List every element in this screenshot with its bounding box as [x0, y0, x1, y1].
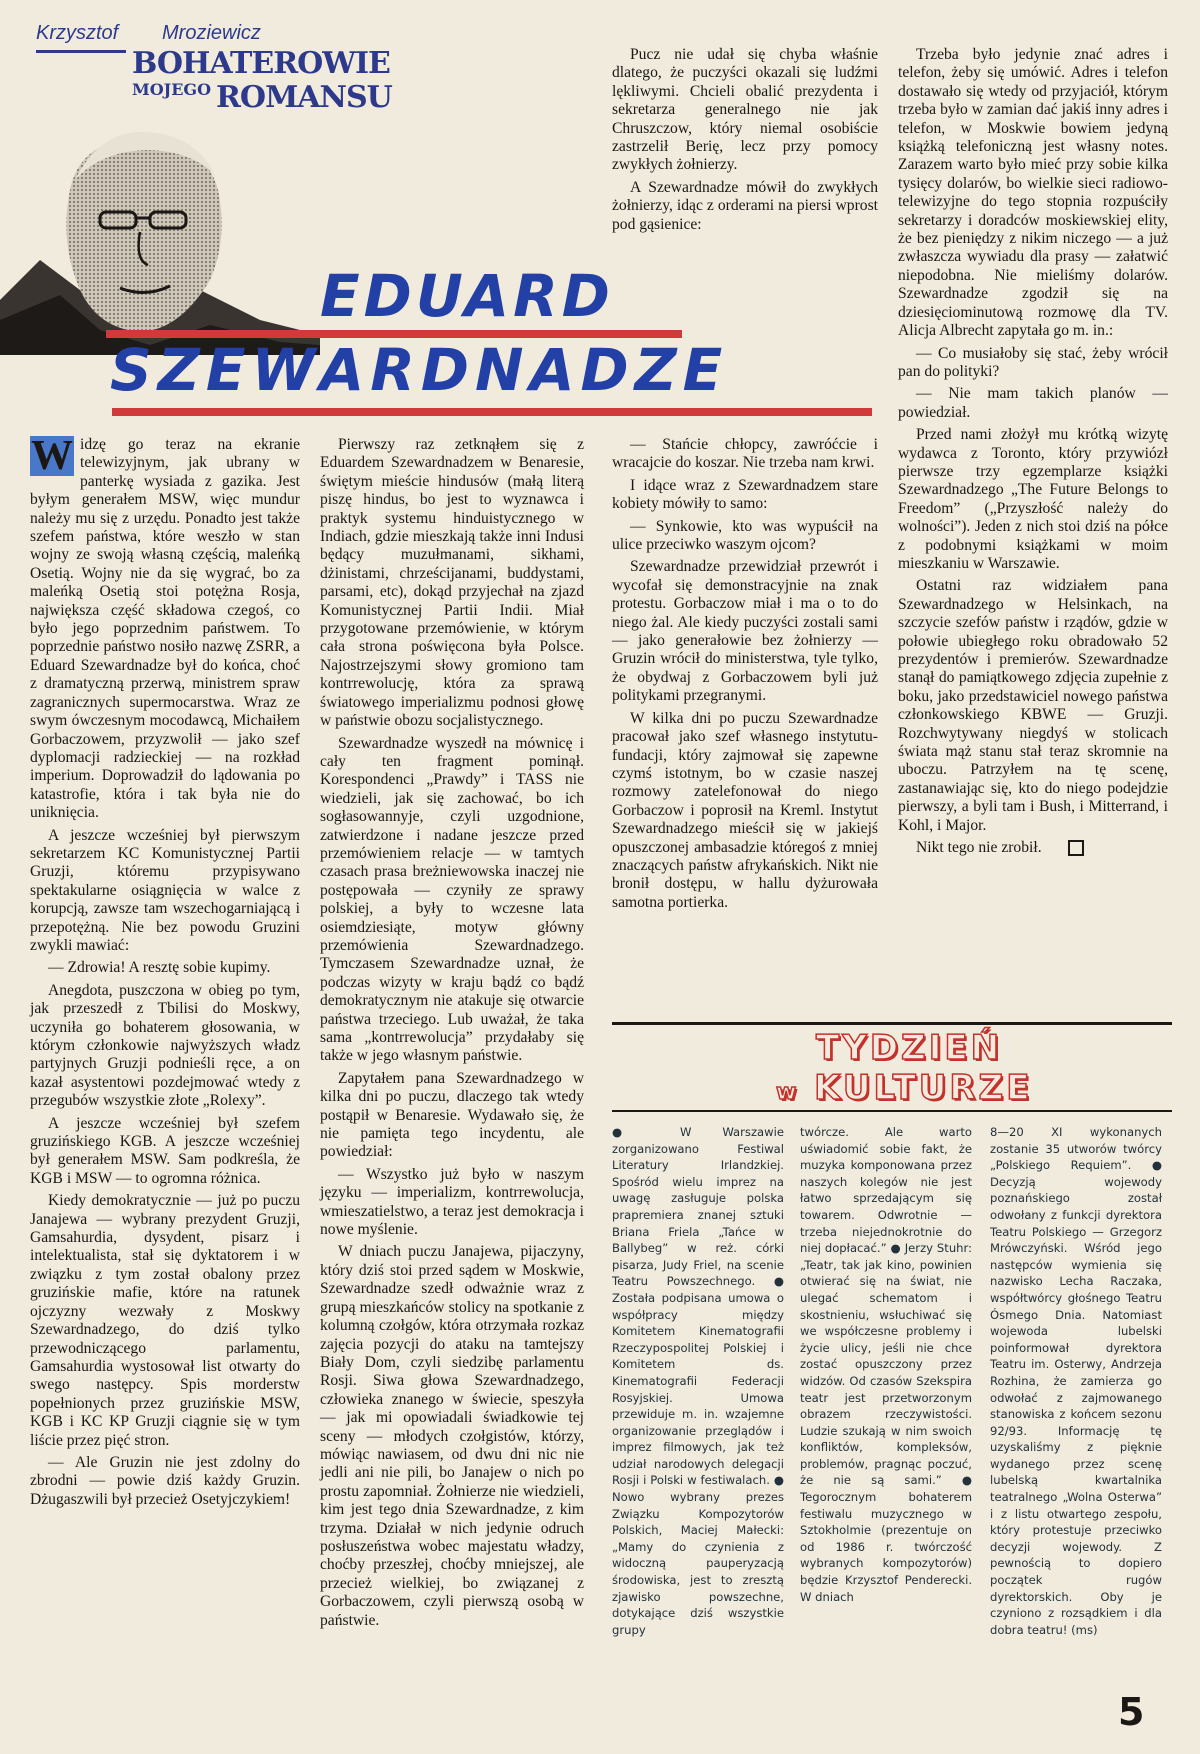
article-paragraph: W kilka dni po puczu Szewardnadze pracował jako szef własnego instytutu-fundacji, który zajmował się zapewne czymś istotnym, bo w czasie naszej rozmowy zatelefonował do niego Gorbaczow i poprosił na Kreml. Instytut Szewardnadzego mieścił się w jakiejś opuszczonej ambasadzie któregoś z mniej znaczących państw afrykańskich. Nikt nie bronił dostępu, w hallu dyżurowała samotna portierka. [612, 709, 878, 911]
article-paragraph: I idące wraz z Szewardnadzem stare kobiety mówiły to samo: [612, 476, 878, 513]
article-paragraph: Anegdota, puszczona w obieg po tym, jak przeszedł z Tbilisi do Moskwy, uczyniła go bohaterem głosowania, w którym członkowie najwyższych władz partyjnych Gruzji podnieśli ręce, a on kazał asystentowi pozdejmować wtedy z przegubów wszystkie złote „Rolexy”. [30, 981, 300, 1110]
article-paragraph: — Co musiałoby się stać, żeby wrócił pan do polityki? [898, 344, 1168, 380]
article-paragraph: — Wszystko już było w naszym języku — imperializm, kontrrewolucja, wmieszatielstwo, a teraz jest demokracja i nowe myślenie. [320, 1165, 584, 1239]
article-lead-paragraph [30, 433, 300, 823]
article-paragraph: — Nie mam takich planów — powiedział. [898, 385, 1168, 421]
page-number: 5 [1118, 1690, 1145, 1734]
article-paragraph: — Ale Gruzin nie jest zdolny do zbrodni — powie dziś każdy Gruzin. Dżugaszwili był przecież Osetyjczykiem! [30, 1453, 300, 1508]
drop-cap-letter: W [31, 433, 73, 479]
author-rule [36, 50, 126, 53]
kultura-top-rule [612, 1022, 1172, 1025]
kultura-column-3: 8—20 XI wykonanych zostanie 35 utworów twórcy „Polskiego Requiem”. ● Decyzją wojewody poznańskiego został odwołany z funkcji dyrektora Teatru Polskiego — Grzegorz Mrówczyński. Wśród jego następców wymienia się nazwisko Lecha Raczaka, współtwórcy głośnego Teatru Ósmego Dnia. Natomiast wojewoda lubelski poinformował dyrektora Teatru im. Osterwy, Andrzeja Rozhina, że zamierza go odwołać z zajmowanego stanowiska z końcem sezonu 92/93. Informację tę uzyskaliśmy z pięknie wydanego przez scenę lubelską kwartalnika teatralnego „Wolna Osterwa” i z listu otwartego zespołu, który protestuje przeciwko decyzji wojewody. Z pewnością to dopiero początek rugów dyrektorskich. Oby je czyniono z rozsądkiem i dla dobra teatru! (ms) [990, 1125, 1162, 1637]
kultura-column-2: twórcze. Ale warto uświadomić sobie fakt, że muzyka komponowana przez naszych kolegów nie jest łatwo sprzedającym się towarem. Odwrotnie — trzeba niejednokrotnie do niej dopłacać.” ● Jerzy Stuhr: „Teatr, tak jak kino, powinien otwierać się na świat, nie ulegać schematom i skostnieniu, wsłuchiwać się we współczesne problemy i życie ulicy, jeśli nie chce zostać opuszczony przez widzów. Od czasów Szekspira teatr jest przetworzonym obrazem rzeczywistości. Ludzie szukają w nim swoich konfliktów, kompleksów, problemów, pragnąc poczuć, że nie są sami.” ● Tegorocznym bohaterem festiwalu muzycznego w Sztokholmie (prezentuje on od 1986 r. twórczość wybranych kompozytorów) będzie Krzysztof Penderecki. W dniach [800, 1125, 972, 1604]
kultura-title-line1: TYDZIEŃ [816, 1028, 1003, 1068]
article-paragraph: Przed nami złożył mu krótką wizytę wydawca z Toronto, który przywiózł pierwsze trzy egzemplarze książki Szewardnadzego „The Future Belongs to Freedom” („Przyszłość należy do wolności”). Jeden z nich stoi dziś na półce z podobnymi książkami w moim mieszkaniu w Warszawie. [898, 426, 1168, 572]
author-last-name: Mroziewicz [162, 22, 261, 44]
kultura-title-w: w [776, 1080, 800, 1105]
author-first-name: Krzysztof [36, 22, 119, 44]
series-title-line2: MOJEGO [132, 80, 212, 99]
article-column-3-bottom [612, 436, 878, 916]
article-paragraph: A jeszcze wcześniej był szefem gruzińskiego KGB. A jeszcze wcześniej był generałem MSW. Sam podkreśla, że KGB i MSW — to ogromna różnica. [30, 1114, 300, 1187]
article-paragraph: Pucz nie udał się chyba właśnie dlatego, że puczyści okazali się ludźmi lękliwymi. Chcieli obalić prezydenta i sekretarza generalnego nie jak Chruszczow, który niemal osobiście zastrzelił Berię, lecz przy pomocy zwykłych żołnierzy. [612, 46, 878, 174]
article-paragraph: Trzeba było jedynie znać adres i telefon, żeby się umówić. Adres i telefon dostawało się wtedy od przyjaciół, którym trzeba było w zamian dać jakiś inny adres i telefon, w Moskwie bowiem jedyną książką telefoniczną jest własny notes. Zarazem warto było mieć przy sobie kilka tysięcy dolarów, bo wielkie sieci radiowo-telewizyjne do tego stopnia rozpuściły sekretarzy i doradców moskiewskiej elity, że bez pieniędzy z nikim niczego — a już zwłaszcza wywiadu dla prasy — załatwić niepodobna. Nie mieliśmy dolarów. Szewardnadze zgodził się na dziesięciominutową rozmowę dla TV. Alicja Albrecht zapytała go m. in.: [898, 46, 1168, 340]
drop-cap [30, 433, 74, 479]
article-final-sentence: Nikt tego nie zrobił. [916, 839, 1042, 857]
article-paragraph: — Synkowie, kto was wypuścił na ulice przeciwko waszym ojcom? [612, 517, 878, 554]
article-column-3-top [612, 46, 878, 238]
kultura-title-line2 [776, 1068, 1032, 1108]
article-column-2 [320, 436, 584, 1634]
series-title-line3: ROMANSU [216, 80, 392, 115]
headline-rule-bottom [112, 408, 872, 416]
article-closing-line [898, 839, 1168, 857]
article-paragraph: idzę go teraz na ekranie telewizyjnym, jak ubrany w panterkę wysiada z gazika. Jest byłym generałem MSW, więc mundur należy mu się z urzędu. Ponadto jest także szefem państwa, które weszło w stan wojny ze swoją własną częścią, maleńką Osetią. Wojny nie da się wygrać, bo za maleńką Osetią stoi potężna Rosja, największa część składowa czegoś, co było jego poprzednim państwem. To poprzednie państwo nosiło nazwę ZSRR, a Eduard Szewardnadze był do końca, choć z dramatyczną przerwą, ministrem spraw zagranicznych supermocarstwa. Wraz ze swym ówczesnym mocodawcą, Michaiłem Gorbaczowem, przyzwolił — jako szef dyplomacji radzieckiej — na rozkład imperium. Doprowadził do lądowania po katastrofie, która i tak była nie do uniknięcia. [30, 436, 300, 822]
article-column-1 [30, 433, 300, 1513]
headline-last-name: SZEWARDNADZE [110, 336, 729, 404]
portrait-photo [0, 120, 320, 355]
article-paragraph: — Zdrowia! A resztę sobie kupimy. [48, 959, 271, 977]
article-paragraph: A jeszcze wcześniej był pierwszym sekretarzem KC Komunistycznej Partii Gruzji, któremu przypisywano spektakularne osiągnięcia w walce z korupcją, zawsze tam wszechogarniającą i przepotężną. Nie bez powodu Gruzini zwykli mawiać: [30, 826, 300, 954]
article-paragraph: Pierwszy raz zetknąłem się z Eduardem Szewardnadzem w Benaresie, świętym mieście hindusów (małą literą piszę hindus, bo jest to wyznawca i praktyk systemu hinduistycznego w Indiach, gdzie mieszkają także inni Indusi będący muzułmanami, sikhami, dżinistami, chrześcijanami, buddystami, parsami, etc), dokąd przyjechał na zjazd Komunistycznej Partii Indii. Miał przygotowane przemówienie, w którym cała strona poświęcona była Polsce. Najostrzejszymi słowy gromiono tam kontrrewolucję, która za sprawą światowego imperializmu podnosi głowę w państwie obozu socjalistycznego. [320, 436, 584, 730]
series-title-line1: BOHATEROWIE [132, 46, 390, 81]
kultura-title-word: KULTURZE [814, 1068, 1033, 1108]
article-paragraph: Szewardnadze wyszedł na mównicę i cały ten fragment pominął. Korespondenci „Prawdy” i TASS nie wiedzieli, jak się zachować, bo ich sogłasowannyje, czyli uzgodnione, zatwierdzone i nadane jeszcze przed przemówieniem relacje — w tamtych czasach prasa breżniewowska inaczej nie postępowała — czyniły ze sprawy polskiej, a były to wczesne lata osiemdziesiąte, motyw główny przemówienia Szewardnadzego. Tymczasem Szewardnadze uznał, że podczas wizyty w kraju bądź co bądź demokratycznym nie atakuje się otwarcie państwa trzeciego. Lub uważał, że taka sama „kontrrewolucja” przydałaby się także w jego własnym państwie. [320, 734, 584, 1065]
end-mark-icon [1068, 840, 1084, 856]
article-paragraph: W dniach puczu Janajewa, pijaczyny, który dziś stoi przed sądem w Moskwie, Szewardnadze szedł odważnie wraz z grupą mieszkańców stolicy na spotkanie z kolumną czołgów, która otrzymała rozkaz zajęcia pozycji do ataku na tamtejszy Biały Dom, czyli siedzibę parlamentu Rosji. Siwa głowa Szewardnadzego, człowieka znanego w świecie, speszyła — jak mi opowiadali świadkowie tej sceny — młodych czołgistów, którzy, mówiąc nawiasem, od dwu dni nic nie jedli ani nie pili, bo Janajew o nich po prostu zapomniał. Żołnierze nie wiedzieli, kim jest tego dnia Szewardnadze, z kim trzyma. Działał w nich jedynie odruch posłuszeństwa wobec majestatu władzy, choćby przeszłej, choćby mniejszej, ale przecież wielkiej, bo związanej z Gorbaczowem, czyli pierwszą osobą w państwie. [320, 1243, 584, 1629]
article-paragraph: Szewardnadze przewidział przewrót i wycofał się demonstracyjnie na znak protestu. Gorbaczow miał i ma o to do niego żal. Ale kiedy puczyści zostali sami — jako generałowie bez żołnierzy — Gruzin wrócił do ministerstwa, tyle tylko, że obydwaj z Gorbaczowem byli już politykami przegranymi. [612, 558, 878, 705]
kultura-bottom-rule [612, 1110, 1172, 1112]
article-paragraph: A Szewardnadze mówił do zwykłych żołnierzy, idąc z orderami na piersi wprost pod gąsienice: [612, 178, 878, 233]
article-paragraph: Kiedy demokratycznie — już po puczu Janajewa — wybrany prezydent Gruzji, Gamsahurdia, dysydent, pisarz i intelektualista, stał się dyktatorem i w związku z tym został obalony przez gruzińskie mafie, które na ratunek ojczyzny wezwały z Moskwy Szewardnadzego, do dziś tylko przewodniczącego parlamentu, Gamsahurdia wystosował list otwarty do swego następcy. Spis morderstw popełnionych przez gruzińskie MSW, KGB i KC KP Gruzji ciągnie się w tym liście przez pięć stron. [30, 1192, 300, 1449]
article-column-4 [898, 46, 1168, 861]
article-paragraph: — Stańcie chłopcy, zawróćcie i wracajcie do koszar. Nie trzeba nam krwi. [612, 436, 878, 472]
kultura-column-1: ● W Warszawie zorganizowano Festiwal Literatury Irlandzkiej. Spośród wielu imprez na uwagę zasługuje polska prapremiera znanej sztuki Briana Friela „Tańce w Ballybeg” w reż. córki pisarza, Judy Friel, na scenie Teatru Powszechnego. ● Została podpisana umowa o współpracy między Komitetem Kinematografii Rzeczypospolitej Polskiej i Komitetem ds. Kinematografii Federacji Rosyjskiej. Umowa przewiduje m. in. wzajemne organizowanie przeglądów i imprez filmowych, jak też udział narodowych delegacji Rosji i Polski w festiwalach. ● Nowo wybrany prezes Związku Kompozytorów Polskich, Maciej Małecki: „Mamy do czynienia z widoczną pauperyzacją środowiska, jest to zresztą zjawisko powszechne, dotykające dziś wszystkie grupy [612, 1125, 784, 1637]
article-paragraph: Zapytałem pana Szewardnadzego w kilka dni po puczu, dlaczego tak wtedy postąpił w Benaresie. Wydawało się, że nie pamięta tego incydentu, ale powiedział: [320, 1069, 584, 1161]
headline-first-name: EDUARD [320, 262, 614, 330]
article-paragraph: Ostatni raz widziałem pana Szewardnadzego w Helsinkach, na szczycie szefów państw i rządów, gdzie w połowie ubiegłego roku obradowało 52 prezydentów i premierów. Szewardnadze stanął do pamiątkowego zdjęcia zupełnie z boku, jako przedstawiciel nowego państwa członkowskiego KBWE — Gruzji. Rozchwytywany niegdyś w stolicach świata mąż stanu stał teraz skromnie na uboczu. Patrzyłem na tę scenę, zastanawiając się, kto do niego podejdzie pierwszy, a byli tam i Bush, i Mitterrand, i Kohl, i Major. [898, 577, 1168, 834]
